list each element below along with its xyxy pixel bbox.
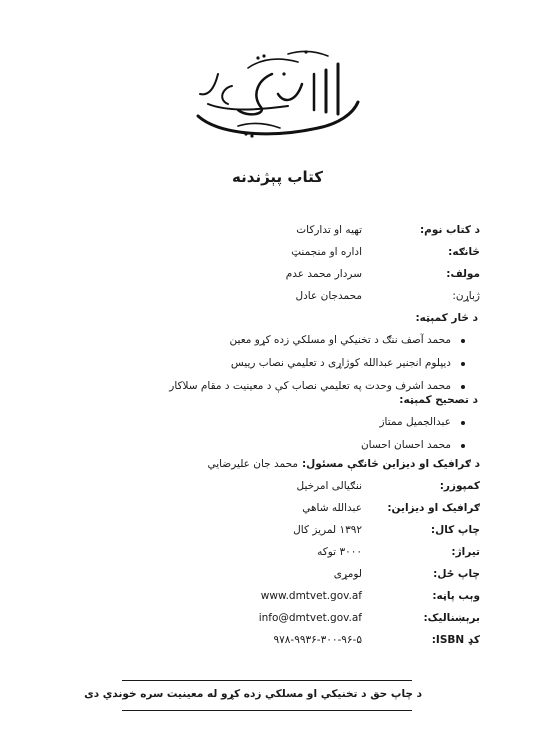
- copyright-notice: د چاپ حق د تخنیکي او مسلکي زده کړو له معینیت سره خوندي دی: [84, 688, 422, 700]
- info-label: څانګه:: [448, 246, 480, 258]
- info-value: محمدجان عادل: [295, 290, 362, 302]
- correction-committee-heading: د تصحیح کمېټه:: [399, 394, 478, 406]
- bismillah-calligraphy-logo: [188, 44, 366, 144]
- info-value: لومړی: [333, 568, 362, 580]
- info-label: ګرافیک او دیزاین:: [387, 502, 480, 514]
- info-label: کډ ISBN:: [431, 634, 480, 646]
- website-link[interactable]: www.dmtvet.gov.af: [260, 590, 362, 602]
- footer-divider-top: [122, 680, 412, 681]
- info-label: چاپ کال:: [430, 524, 480, 536]
- info-label: وېب پاڼه:: [432, 590, 480, 602]
- info-label: کمپوزر:: [439, 480, 480, 492]
- info-label: د کتاب نوم:: [419, 224, 480, 236]
- correction-committee-list: [361, 416, 465, 462]
- info-value: ۳۰۰۰ توکه: [317, 546, 362, 558]
- info-value: ننګیالی امرخیل: [296, 480, 362, 492]
- info-label: ژباړن:: [452, 290, 480, 302]
- page-title: کتاب پېژندنه: [232, 168, 323, 186]
- list-item: محمد اشرف وحدت په تعلیمي نصاب کې د معینیت د مقام سلاکار: [169, 380, 465, 403]
- info-value: اداره او منجمنټ: [291, 246, 362, 258]
- info-label: برېښنالیک:: [423, 612, 480, 624]
- list-item: محمد احسان احسان: [361, 439, 465, 462]
- info-label: تیراژ:: [451, 546, 480, 558]
- info-value: سردار محمد عدم: [285, 268, 362, 280]
- review-committee-list: [169, 334, 465, 403]
- list-item: دیپلوم انجنیر عبدالله کوژاړی د تعلیمي نصاب رییس: [169, 357, 465, 380]
- info-label: د ګرافیک او دیزاین څانګې مسئول:: [301, 458, 480, 470]
- review-committee-heading: د څار کمېټه:: [415, 312, 478, 324]
- info-value: ۹۷۸-۹۹۳۶-۳۰۰-۹۶-۵: [273, 634, 362, 646]
- info-label: چاپ ځل:: [433, 568, 480, 580]
- info-label: مولف:: [446, 268, 480, 280]
- info-value: عبدالله شاهي: [302, 502, 362, 514]
- email-link[interactable]: info@dmtvet.gov.af: [258, 612, 362, 624]
- footer-divider-bottom: [122, 710, 412, 711]
- list-item: محمد آصف ننګ د تخنیکي او مسلکي زده کړو معین: [169, 334, 465, 357]
- info-value: ۱۳۹۲ لمریز کال: [293, 524, 362, 536]
- info-value: محمد جان علیرضایي: [207, 458, 298, 470]
- list-item: عبدالجمیل ممتاز: [361, 416, 465, 439]
- info-value: تهیه او تدارکات: [296, 224, 362, 236]
